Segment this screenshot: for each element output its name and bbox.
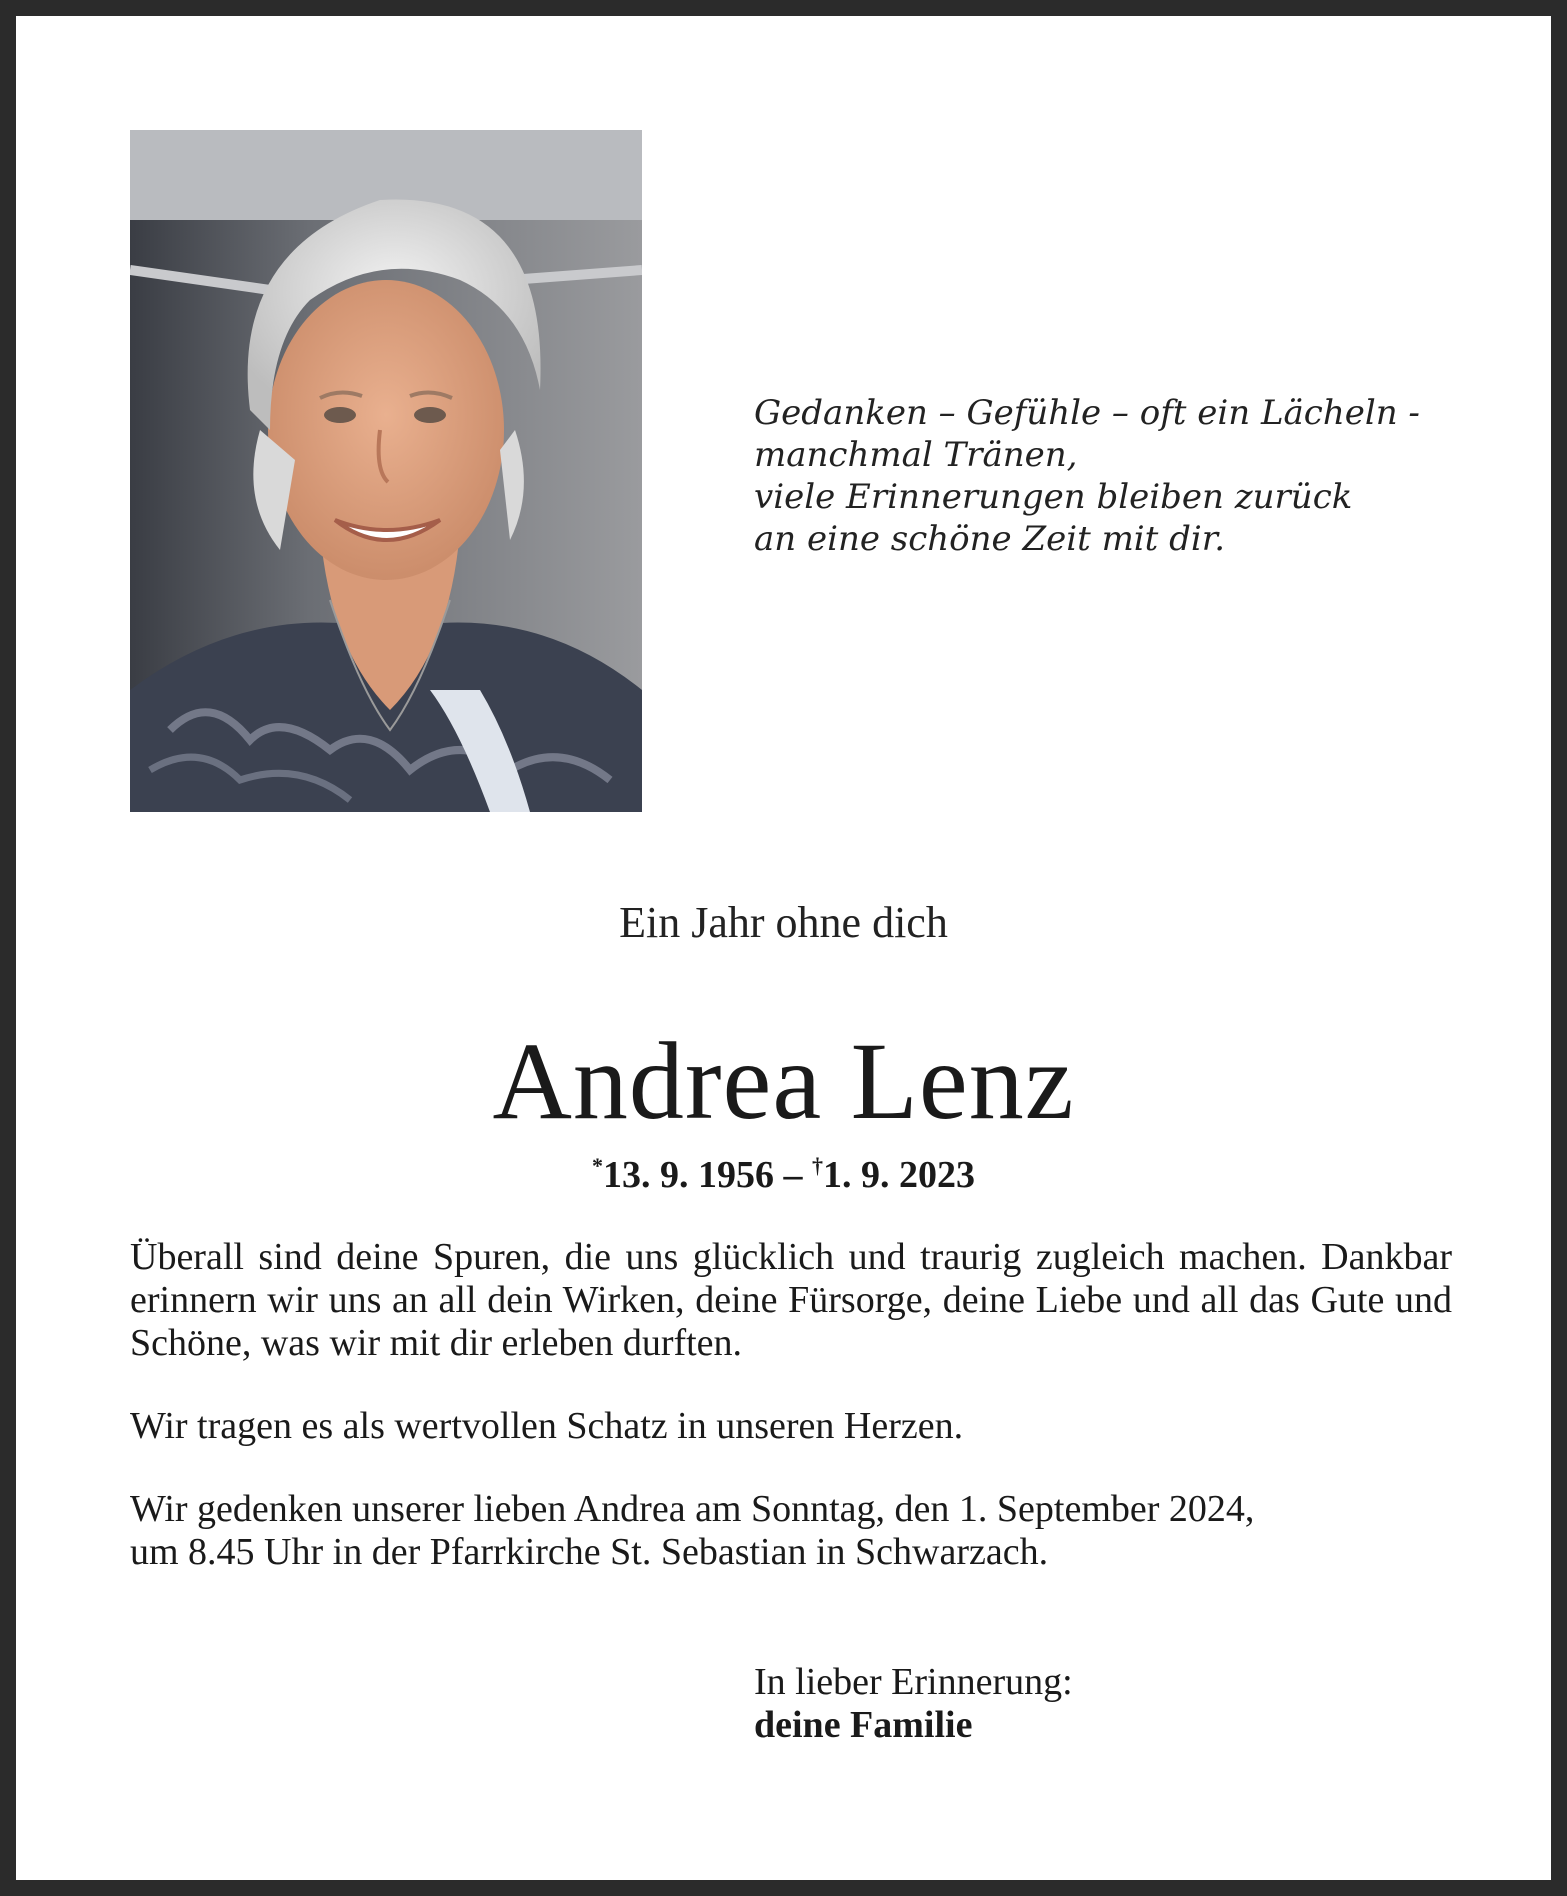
family-signature: deine Familie	[754, 1704, 973, 1746]
death-symbol: †	[812, 1153, 823, 1178]
birth-symbol: *	[592, 1153, 603, 1178]
closing-intro: In lieber Erinnerung:	[754, 1661, 1073, 1703]
paragraph-treasure: Wir tragen es als wertvollen Schatz in unseren Herzen.	[130, 1405, 964, 1447]
poem-line: manchmal Tränen,	[754, 435, 1078, 475]
portrait-image	[130, 130, 642, 812]
obituary-notice	[16, 16, 1551, 1880]
notice-heading: Ein Jahr ohne dich	[619, 898, 948, 947]
birth-date: 13. 9. 1956	[603, 1154, 774, 1196]
deceased-name: Andrea Lenz	[492, 1020, 1075, 1142]
poem-line: Gedanken – Gefühle – oft ein Lächeln -	[754, 393, 1420, 433]
life-dates	[16, 1151, 1551, 1199]
paragraph-service	[130, 1488, 1452, 1574]
death-date: 1. 9. 2023	[823, 1154, 975, 1196]
poem-line: an eine schöne Zeit mit dir.	[754, 519, 1226, 559]
portrait-photo	[130, 130, 642, 812]
poem-line: viele Erinnerungen bleiben zurück	[754, 477, 1353, 517]
paragraph-memories: Überall sind deine Spuren, die uns glücklich und traurig zugleich machen. Dankbar erinnern wir uns an all dein Wirken, deine Fürsorge, deine Liebe und all das Gute und Schöne, was wir mit dir erleben durften.	[130, 1236, 1452, 1364]
closing-block	[754, 1661, 1454, 1747]
date-separator: –	[774, 1154, 812, 1196]
notice-body	[130, 1236, 1452, 1574]
service-line-2: um 8.45 Uhr in der Pfarrkirche St. Sebastian in Schwarzach.	[130, 1531, 1049, 1573]
memorial-poem	[754, 392, 1474, 560]
service-line-1: Wir gedenken unserer lieben Andrea am Sonntag, den 1. September 2024,	[130, 1488, 1255, 1530]
